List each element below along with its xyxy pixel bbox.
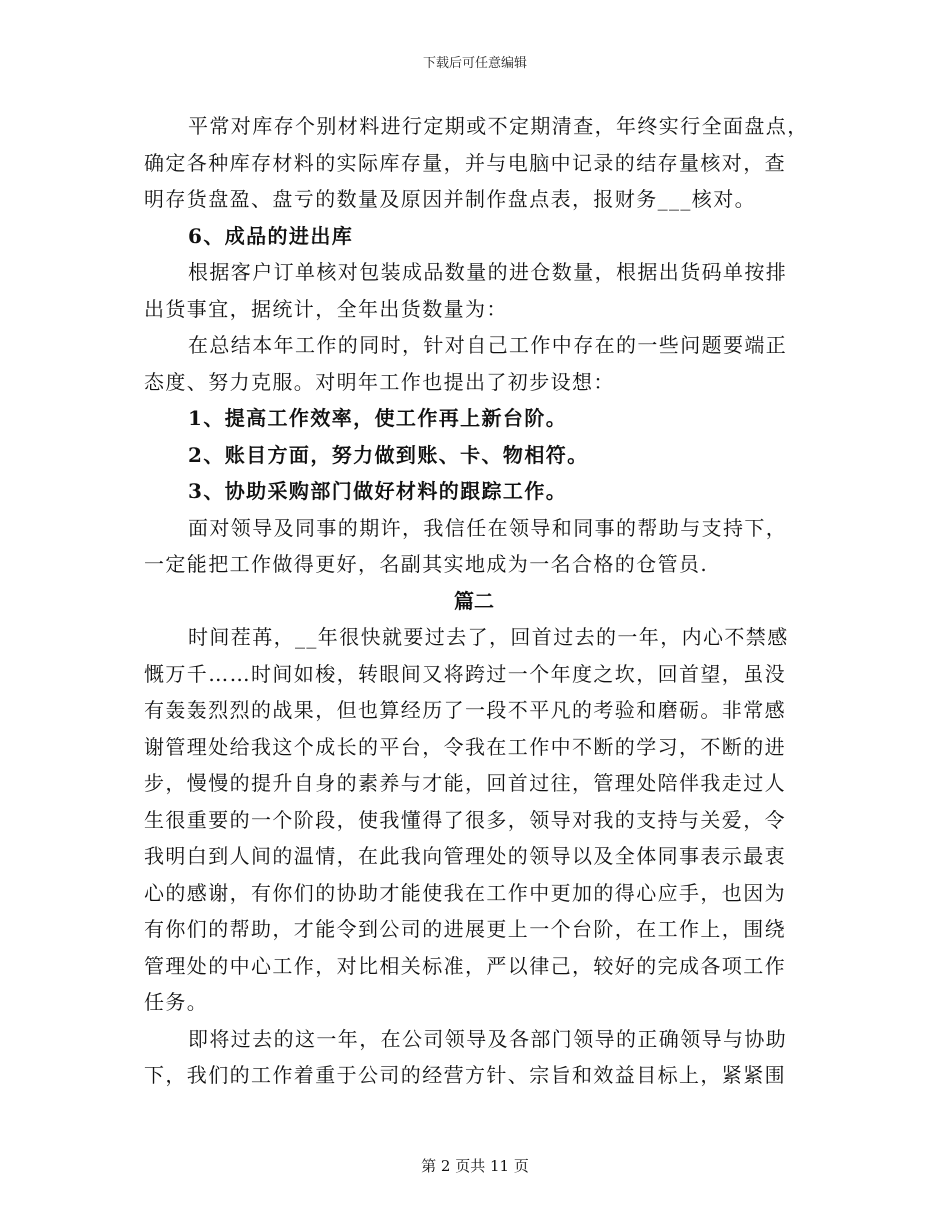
page-header: 下载后可任意编辑 xyxy=(422,56,527,71)
text-line: 确定各种库存材料的实际库存量，并与电脑中记录的结存量核对，查 xyxy=(144,150,786,175)
text-line: 出货事宜，据统计，全年出货数量为： xyxy=(144,296,508,321)
text-line: 下，我们的工作着重于公司的经营方针、宗旨和效益目标上，紧紧围 xyxy=(144,1063,786,1087)
bold-line: 3、协助采购部门做好材料的跟踪工作。 xyxy=(188,479,568,503)
bold-line: 2、账目方面，努力做到账、卡、物相符。 xyxy=(188,442,589,467)
bold-line: 6、成品的进出库 xyxy=(188,223,354,248)
text-line: 平常对库存个别材料进行定期或不定期清查，年终实行全面盘点， xyxy=(188,114,809,138)
text-line: 慨万千……时间如梭，转眼间又将跨过一个年度之坎，回首望，虽没 xyxy=(144,661,786,686)
document-body xyxy=(144,108,809,1094)
text-line: 明存货盘盈、盘亏的数量及原因并制作盘点表，报财务___核对。 xyxy=(144,187,756,211)
text-line: 有你们的帮助，才能令到公司的进展更上一个台阶，在工作上，围绕 xyxy=(144,917,786,941)
text-line: 有轰轰烈烈的战果，但也算经历了一段不平凡的考验和磨砺。非常感 xyxy=(144,698,786,722)
text-line: 谢管理处给我这个成长的平台，令我在工作中不断的学习，不断的进 xyxy=(144,734,786,759)
text-line: 根据客户订单核对包装成品数量的进仓数量，根据出货码单按排 xyxy=(188,260,788,284)
text-line: 任务。 xyxy=(144,990,209,1014)
text-line: 态度、努力克服。对明年工作也提出了初步设想： xyxy=(144,369,615,394)
text-line: 心的感谢，有你们的协助才能使我在工作中更加的得心应手，也因为 xyxy=(144,880,786,905)
bold-line: 1、提高工作效率，使工作再上新台阶。 xyxy=(188,406,568,430)
section-heading: 篇二 xyxy=(454,588,494,613)
text-line: 步，慢慢的提升自身的素养与才能，回首过往，管理处陪伴我走过人 xyxy=(144,771,786,795)
text-line: 生很重要的一个阶段，使我懂得了很多，领导对我的支持与关爱，令 xyxy=(144,807,786,832)
text-line: 时间茬苒，__年很快就要过去了，回首过去的一年，内心不禁感 xyxy=(188,625,789,649)
text-line: 即将过去的这一年，在公司领导及各部门领导的正确领导与协助 xyxy=(188,1026,788,1051)
text-line: 管理处的中心工作，对比相关标准，严以律己，较好的完成各项工作 xyxy=(144,953,786,978)
text-line: 我明白到人间的温情，在此我向管理处的领导以及全体同事表示最衷 xyxy=(144,844,786,868)
text-line: 面对领导及同事的期许，我信任在领导和同事的帮助与支持下， xyxy=(188,515,788,540)
page-footer: 第 2 页共 11 页 xyxy=(421,1157,529,1175)
text-line: 在总结本年工作的同时，针对自己工作中存在的一些问题要端正 xyxy=(188,333,788,357)
text-line: 一定能把工作做得更好，名副其实地成为一名合格的仓管员. xyxy=(144,552,709,576)
